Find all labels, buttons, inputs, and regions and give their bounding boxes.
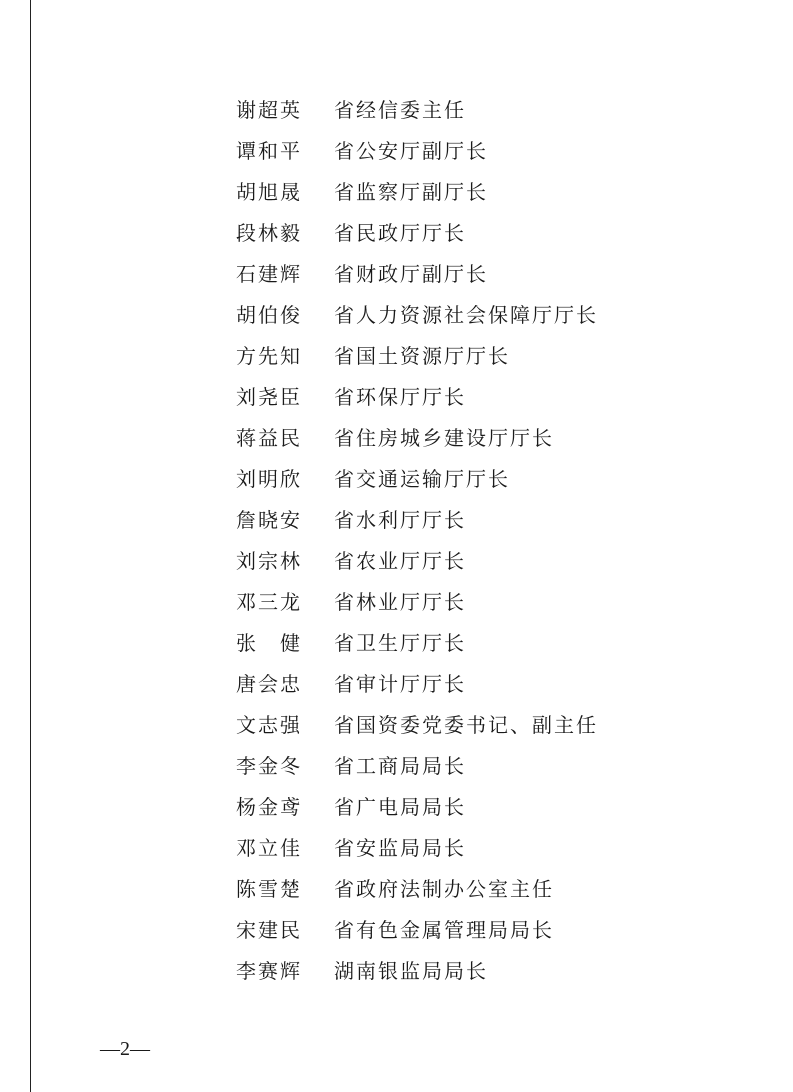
roster-row xyxy=(236,867,598,908)
roster-row xyxy=(236,703,598,744)
member-title: 省交通运输厅厅长 xyxy=(334,467,510,491)
member-roster xyxy=(236,88,598,990)
member-title: 省财政厅副厅长 xyxy=(334,262,488,286)
roster-row xyxy=(236,375,598,416)
binding-margin-line xyxy=(30,0,31,1092)
roster-row xyxy=(236,580,598,621)
member-name: 刘宗林 xyxy=(236,549,302,573)
member-name: 邓三龙 xyxy=(236,590,302,614)
roster-row xyxy=(236,621,598,662)
roster-row xyxy=(236,416,598,457)
roster-row xyxy=(236,457,598,498)
roster-row xyxy=(236,129,598,170)
member-title: 省林业厅厅长 xyxy=(334,590,466,614)
page-number: —2— xyxy=(100,1038,150,1060)
roster-row xyxy=(236,498,598,539)
roster-row xyxy=(236,949,598,990)
member-title: 省国资委党委书记、副主任 xyxy=(334,713,598,737)
member-title: 省安监局局长 xyxy=(334,836,466,860)
roster-row xyxy=(236,293,598,334)
member-title: 省住房城乡建设厅厅长 xyxy=(334,426,554,450)
member-name: 李赛辉 xyxy=(236,959,302,983)
roster-row xyxy=(236,334,598,375)
member-title: 省国土资源厅厅长 xyxy=(334,344,510,368)
member-title: 省审计厅厅长 xyxy=(334,672,466,696)
member-title: 省政府法制办公室主任 xyxy=(334,877,554,901)
member-name: 詹晓安 xyxy=(236,508,302,532)
member-name: 唐会忠 xyxy=(236,672,302,696)
roster-row xyxy=(236,908,598,949)
roster-row xyxy=(236,826,598,867)
member-title: 省公安厅副厅长 xyxy=(334,139,488,163)
member-name: 文志强 xyxy=(236,713,302,737)
member-name: 胡伯俊 xyxy=(236,303,302,327)
member-title: 省工商局局长 xyxy=(334,754,466,778)
roster-row xyxy=(236,88,598,129)
member-title: 省广电局局长 xyxy=(334,795,466,819)
member-name: 胡旭晟 xyxy=(236,180,302,204)
member-name: 张 健 xyxy=(236,631,302,655)
member-name: 刘尧臣 xyxy=(236,385,302,409)
member-title: 省有色金属管理局局长 xyxy=(334,918,554,942)
member-name: 邓立佳 xyxy=(236,836,302,860)
member-name: 蒋益民 xyxy=(236,426,302,450)
roster-row xyxy=(236,211,598,252)
member-name: 石建辉 xyxy=(236,262,302,286)
member-name: 段林毅 xyxy=(236,221,302,245)
roster-row xyxy=(236,662,598,703)
member-title: 省经信委主任 xyxy=(334,98,466,122)
member-name: 方先知 xyxy=(236,344,302,368)
member-name: 谭和平 xyxy=(236,139,302,163)
member-name: 宋建民 xyxy=(236,918,302,942)
member-title: 省人力资源社会保障厅厅长 xyxy=(334,303,598,327)
member-title: 湖南银监局局长 xyxy=(334,959,488,983)
member-name: 谢超英 xyxy=(236,98,302,122)
roster-row xyxy=(236,252,598,293)
member-name: 杨金鸢 xyxy=(236,795,302,819)
member-title: 省卫生厅厅长 xyxy=(334,631,466,655)
roster-row xyxy=(236,744,598,785)
roster-row xyxy=(236,785,598,826)
roster-row xyxy=(236,539,598,580)
member-title: 省民政厅厅长 xyxy=(334,221,466,245)
member-name: 刘明欣 xyxy=(236,467,302,491)
roster-row xyxy=(236,170,598,211)
member-name: 陈雪楚 xyxy=(236,877,302,901)
member-title: 省水利厅厅长 xyxy=(334,508,466,532)
member-title: 省环保厅厅长 xyxy=(334,385,466,409)
member-title: 省监察厅副厅长 xyxy=(334,180,488,204)
member-title: 省农业厅厅长 xyxy=(334,549,466,573)
member-name: 李金冬 xyxy=(236,754,302,778)
